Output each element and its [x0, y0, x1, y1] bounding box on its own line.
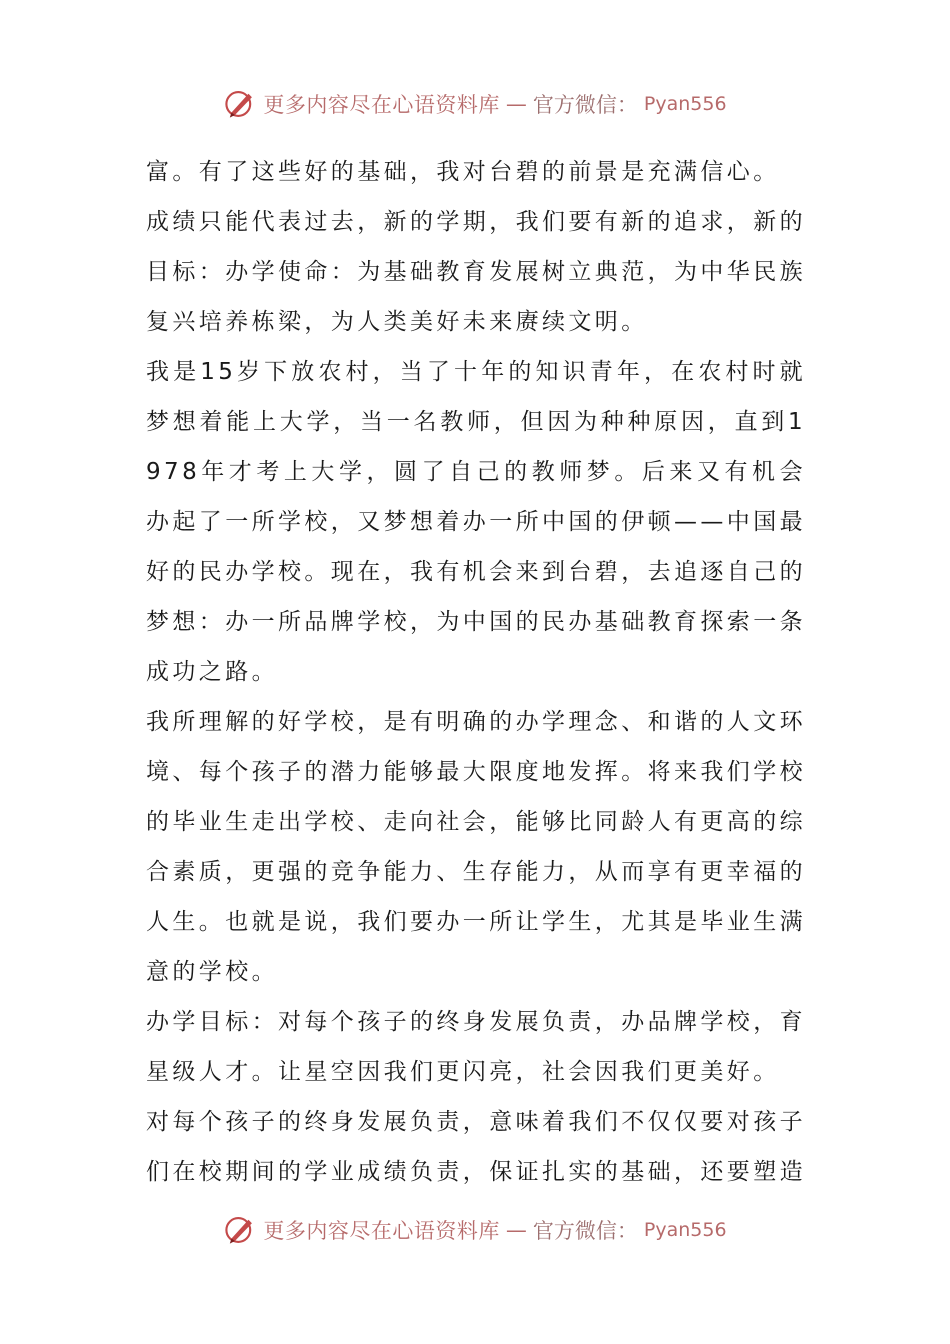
document-body — [146, 147, 806, 1197]
paragraph: 我是15岁下放农村，当了十年的知识青年，在农村时就梦想着能上大学，当一名教师，但因为种种原因，直到1978年才考上大学，圆了自己的教师梦。后来又有机会办起了一所学校，又梦想着办一所中国的伊顿——中国最好的民办学校。现在，我有机会来到台碧，去追逐自己的梦想：办一所品牌学校，为中国的民办基础教育探索一条成功之路。 — [146, 359, 806, 685]
banner-dash: — — [505, 92, 527, 116]
paragraph: 成绩只能代表过去，新的学期，我们要有新的追求，新的目标：办学使命：为基础教育发展树立典范，为中华民族复兴培养栋梁，为人类美好未来赓续文明。 — [146, 209, 806, 335]
banner-dash: — — [505, 1218, 527, 1242]
paragraph: 我所理解的好学校，是有明确的办学理念、和谐的人文环境、每个孩子的潜力能够最大限度地发挥。将来我们学校的毕业生走出学校、走向社会，能够比同龄人有更高的综合素质，更强的竞争能力、生存能力，从而享有更幸福的人生。也就是说，我们要办一所让学生，尤其是毕业生满意的学校。 — [146, 709, 806, 985]
banner-wechat-id: Pyan556 — [643, 1219, 727, 1241]
banner-text: 更多内容尽在心语资料库 — [263, 93, 500, 117]
paragraph: 办学目标：对每个孩子的终身发展负责，办品牌学校，育星级人才。让星空因我们更闪亮，社会因我们更美好。 — [146, 1009, 806, 1085]
pen-logo-icon — [223, 87, 257, 121]
banner-text: 更多内容尽在心语资料库 — [263, 1219, 500, 1243]
banner-wechat-id: Pyan556 — [643, 93, 727, 115]
pen-logo-icon — [223, 1213, 257, 1247]
paragraph: 富。有了这些好的基础，我对台碧的前景是充满信心。 — [146, 159, 780, 185]
banner-wechat-label: 官方微信： — [532, 93, 638, 117]
banner-wechat-label: 官方微信： — [532, 1219, 638, 1243]
footer-watermark-banner — [0, 1210, 950, 1250]
header-watermark-banner — [0, 84, 950, 124]
paragraph: 对每个孩子的终身发展负责，意味着我们不仅仅要对孩子们在校期间的学业成绩负责，保证扎实的基础，还要塑造 — [146, 1109, 806, 1185]
